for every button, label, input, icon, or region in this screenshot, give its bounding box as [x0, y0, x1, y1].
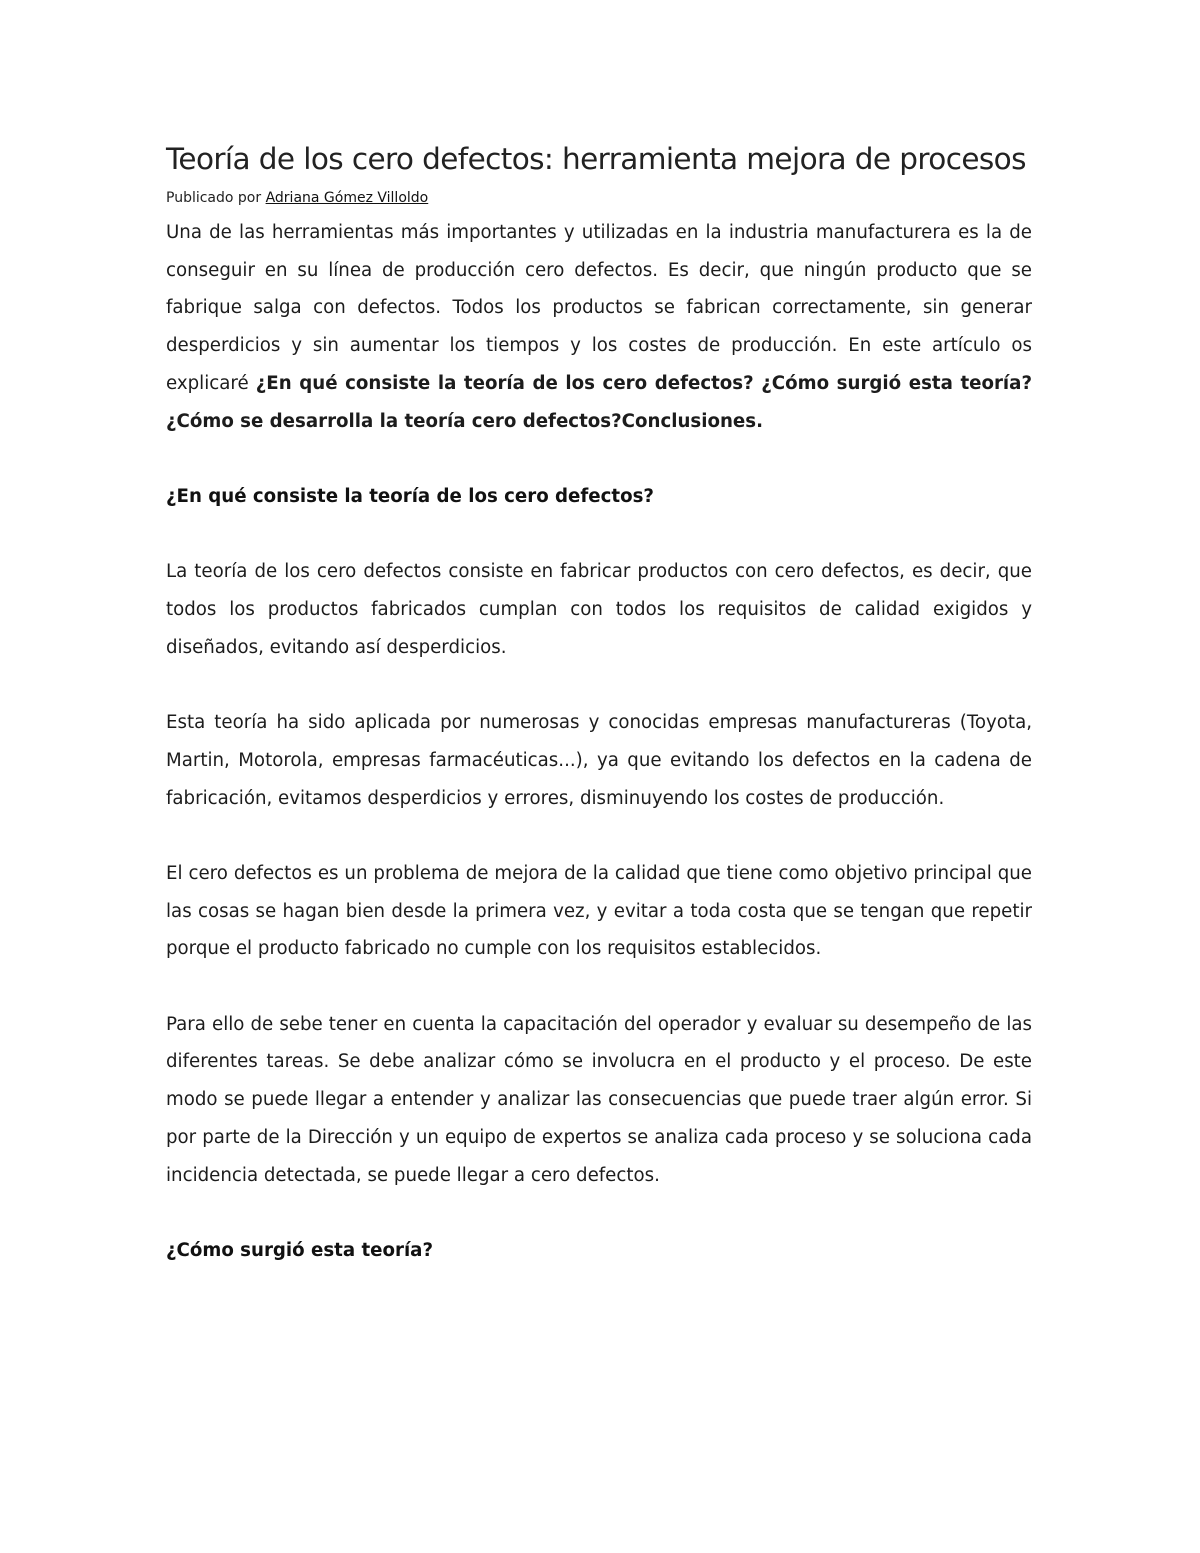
paragraph-operator-training: Para ello de sebe tener en cuenta la capacitación del operador y evaluar su desempeño de las diferentes tareas. Se debe analizar cómo se involucra en el producto y el proceso. De este modo se puede llegar a entender y analizar las consecuencias que puede traer algún error. Si por parte de la Dirección y un equipo de expertos se analiza cada proceso y se soluciona cada incidencia detectada, se puede llegar a cero defectos.	[166, 1013, 1032, 1186]
paragraph-companies: Esta teoría ha sido aplicada por numerosas y conocidas empresas manufactureras (Toyota, Martin, Motorola, empresas farmacéuticas...), ya que evitando los defectos en la cadena de fabricación, evitamos desperdicios y errores, disminuyendo los costes de producción.	[166, 712, 1032, 809]
section-heading-origin: ¿Cómo surgió esta teoría?	[166, 1239, 434, 1261]
byline-prefix: Publicado por	[166, 190, 266, 206]
section-heading-what-is: ¿En qué consiste la teoría de los cero defectos?	[166, 485, 654, 507]
author-link[interactable]: Adriana Gómez Villoldo	[265, 190, 429, 206]
article-title: Teoría de los cero defectos: herramienta mejora de procesos	[166, 142, 1026, 176]
intro-text: Una de las herramientas más importantes y utilizadas en la industria manufacturera es la de conseguir en su línea de producción cero defectos. Es decir, que ningún producto que se fabrique salga con defectos. Todos los productos se fabrican correctamente, sin generar desperdicios y sin aumentar los tiempos y los costes de producción. En este artículo os explicaré	[166, 222, 1032, 394]
spacer	[166, 516, 1032, 554]
spacer	[166, 968, 1032, 1006]
spacer	[166, 440, 1032, 478]
spacer	[166, 1194, 1032, 1232]
byline	[166, 188, 1032, 208]
paragraph-quality-goal: El cero defectos es un problema de mejora de la calidad que tiene como objetivo principal que las cosas se hagan bien desde la primera vez, y evitar a toda costa que se tengan que repetir porque el producto fabricado no cumple con los requisitos establecidos.	[166, 862, 1032, 960]
paragraph-definition: La teoría de los cero defectos consiste en fabricar productos con cero defectos, es decir, que todos los productos fabricados cumplan con todos los requisitos de calidad exigidos y diseñados, evitando así desperdicios.	[166, 561, 1032, 658]
spacer	[166, 817, 1032, 855]
intro-paragraph	[166, 214, 1032, 440]
spacer	[166, 666, 1032, 704]
intro-bold-questions: ¿En qué consiste la teoría de los cero defectos? ¿Cómo surgió esta teoría? ¿Cómo se desarrolla la teoría cero defectos?Conclusiones.	[166, 372, 1032, 432]
document-page	[166, 138, 1032, 1270]
